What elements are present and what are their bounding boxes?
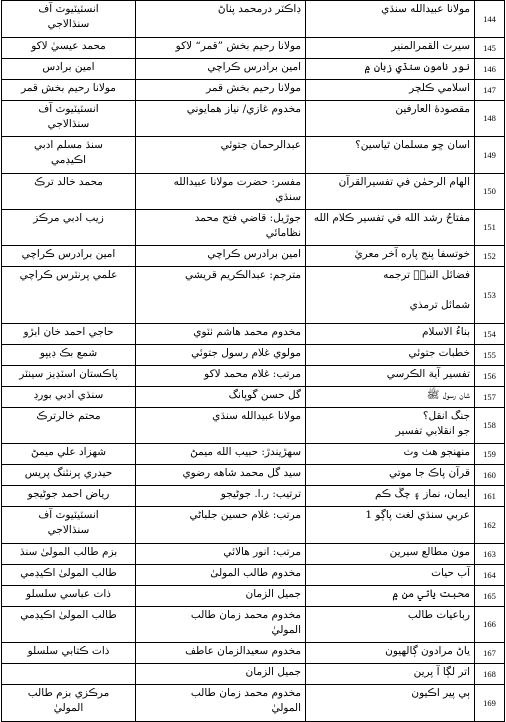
table-row	[2, 444, 505, 465]
publisher-cell: شمع بڪ ڊيپو	[2, 345, 136, 366]
table-row	[2, 408, 505, 444]
title-cell: اتر لڳا آ پرين	[306, 664, 475, 685]
entry-number-cell: 159	[475, 444, 505, 465]
table-row	[2, 565, 505, 586]
title-cell: محبت ياتي من ۾	[306, 586, 475, 607]
author-cell: مخدوم محمد زمان طالب الموليٰ	[136, 685, 306, 722]
publisher-cell: شهزاد علي ميمڻ	[2, 444, 136, 465]
entry-number-cell: 154	[475, 324, 505, 345]
author-cell: ڊاڪٽر درمحمد پٺاڻ	[136, 1, 306, 38]
publisher-cell: حيدري پرنٽنگ پريس	[2, 465, 136, 486]
publisher-cell: طالب المولیٰ اڪيڊمي	[2, 565, 136, 586]
title-cell: آب حيات	[306, 565, 475, 586]
entry-number-cell: 155	[475, 345, 505, 366]
title-cell: مولانا عبيدالله سنڌي	[306, 1, 475, 38]
table-row	[2, 38, 505, 59]
entry-number-cell: 166	[475, 607, 505, 643]
title-cell: الهام الرحمٰن في تفسيرالقرآن	[306, 174, 475, 210]
publisher-cell: انسٽيٽيوٽ آف سنڌالاجي	[2, 1, 136, 38]
bibliography-table	[1, 0, 505, 722]
title-cell: ٻي پير اڪيون	[306, 685, 475, 722]
publisher-cell: محمد عيسيٰ لاکو	[2, 38, 136, 59]
title-cell: مون مطالع سيرين	[306, 544, 475, 565]
publisher-cell: انسٽيٽيوٽ آف سنڌالاجي	[2, 101, 136, 137]
entry-number-cell: 161	[475, 486, 505, 507]
publisher-cell: علمي پرنٽرس ڪراچي	[2, 267, 136, 324]
table-row	[2, 607, 505, 643]
title-cell: تفسير آية الڪرسي	[306, 366, 475, 387]
entry-number-cell: 164	[475, 565, 505, 586]
table-row	[2, 366, 505, 387]
author-cell: امين برادرس ڪراچي	[136, 246, 306, 267]
title-cell: خوتسفا پنج پاره آخر معريٰ	[306, 246, 475, 267]
publisher-cell: امين برادس	[2, 59, 136, 80]
author-cell: مولانا عبيدالله سنڌي	[136, 408, 306, 444]
publisher-cell: سنڌ مسلم ادبي اڪيڊمي	[2, 137, 136, 174]
author-cell: مولانا رحيم بخش قمر	[136, 80, 306, 101]
title-cell: نور نامون سنڌي زبان ۾	[306, 59, 475, 80]
author-cell: مترجم: عبدالڪريم قريشي	[136, 267, 306, 324]
title-cell: رباعيات طالب	[306, 607, 475, 643]
table-row	[2, 685, 505, 722]
title-cell: قرآن پاڪ جا موتي	[306, 465, 475, 486]
author-cell: جميل الزمان	[136, 664, 306, 685]
author-cell: مولانا رحيم بخش ”قمر“ لاکو	[136, 38, 306, 59]
entry-number-cell: 145	[475, 38, 505, 59]
entry-number-cell: 165	[475, 586, 505, 607]
table-row	[2, 174, 505, 210]
table-row	[2, 643, 505, 664]
entry-number-cell: 150	[475, 174, 505, 210]
author-cell: سيد گل محمد شاهه رضوي	[136, 465, 306, 486]
table-body	[2, 1, 505, 722]
author-cell: جوڙيل: قاضي فتح محمد نظامائي	[136, 210, 306, 246]
author-cell: جميل الزمان	[136, 586, 306, 607]
table-row	[2, 465, 505, 486]
entry-number-cell: 168	[475, 664, 505, 685]
entry-number-cell: 157	[475, 387, 505, 408]
entry-number-cell: 144	[475, 1, 505, 38]
entry-number-cell: 153	[475, 267, 505, 324]
author-cell: سهڙيندڙ: حبيب الله ميمڻ	[136, 444, 306, 465]
publisher-cell: ذات ڪتابي سلسلو	[2, 643, 136, 664]
title-cell: سيرت القمرالمنير	[306, 38, 475, 59]
entry-number-cell: 148	[475, 101, 505, 137]
author-cell: گل حسن گوپانگ	[136, 387, 306, 408]
publisher-cell: مولانا رحيم بخش قمر	[2, 80, 136, 101]
author-cell: عبدالرحمان جتوئي	[136, 137, 306, 174]
publisher-cell: پاڪستان اسٽڊيز سينٽر	[2, 366, 136, 387]
author-cell: مرتب: انور هالائي	[136, 544, 306, 565]
author-cell: مخدوم محمد هاشم ٺٽوي	[136, 324, 306, 345]
publisher-cell: سنڌي ادبي بورڊ	[2, 387, 136, 408]
publisher-cell: انسٽيٽيوٽ آف سنڌالاجي	[2, 507, 136, 544]
title-cell: اسان ڇو مسلمان ٿياسين؟	[306, 137, 475, 174]
publisher-cell: رياض احمد جوڻيجو	[2, 486, 136, 507]
title-cell: ياڻ مرادون ڳالهيون	[306, 643, 475, 664]
entry-number-cell: 162	[475, 507, 505, 544]
author-cell: مرتب: غلام محمد لاکو	[136, 366, 306, 387]
publisher-cell: محتم خالرترڪ	[2, 408, 136, 444]
author-cell: مفسر: حضرت مولانا عبيدالله سنڌي	[136, 174, 306, 210]
author-cell: مخدوم طالب المولیٰ	[136, 565, 306, 586]
title-cell: شان رسول ﷺ	[306, 387, 475, 408]
title-cell: خطبات جتوئي	[306, 345, 475, 366]
title-cell: مفتاحُ رشد الله في تفسير ڪلام الله	[306, 210, 475, 246]
table-row	[2, 324, 505, 345]
table-row	[2, 137, 505, 174]
table-row	[2, 664, 505, 685]
author-cell: مرتب: غلام حسين جلباڻي	[136, 507, 306, 544]
entry-number-cell: 156	[475, 366, 505, 387]
table-row	[2, 387, 505, 408]
entry-number-cell: 149	[475, 137, 505, 174]
entry-number-cell: 152	[475, 246, 505, 267]
table-row	[2, 246, 505, 267]
entry-number-cell: 163	[475, 544, 505, 565]
title-cell: جنگ انقل؟ جو انقلابي تفسير	[306, 408, 475, 444]
title-cell: فضائل النبيؐ ترجمه شمائل ترمذي	[306, 267, 475, 324]
table-row	[2, 507, 505, 544]
entry-number-cell: 169	[475, 685, 505, 722]
publisher-cell: طالب المولیٰ اڪيڊمي	[2, 607, 136, 643]
entry-number-cell: 146	[475, 59, 505, 80]
title-cell: بناءُ الاسلام	[306, 324, 475, 345]
author-cell: مخدوم محمد زمان طالب الموليٰ	[136, 607, 306, 643]
table-row	[2, 544, 505, 565]
publisher-cell: محمد خالد ترڪ	[2, 174, 136, 210]
table-row	[2, 267, 505, 324]
author-cell: مخدوم سعيدالزمان عاطف	[136, 643, 306, 664]
title-cell: عربي سنڌي لغت پاڳو 1	[306, 507, 475, 544]
table-row	[2, 586, 505, 607]
publisher-cell: امين برادرس ڪراچي	[2, 246, 136, 267]
publisher-cell: زيب ادبي مرڪز	[2, 210, 136, 246]
title-cell: ايمان، نماز ۽ چڱ ڪم	[306, 486, 475, 507]
title-cell: مقصودهٔ العارفين	[306, 101, 475, 137]
table-row	[2, 101, 505, 137]
entry-number-cell: 158	[475, 408, 505, 444]
entry-number-cell: 151	[475, 210, 505, 246]
publisher-cell: بزم طالب المولیٰ سنڌ	[2, 544, 136, 565]
table-row	[2, 210, 505, 246]
author-cell: امين برادرس ڪراچي	[136, 59, 306, 80]
publisher-cell: مرڪزي بزم طالب الموليٰ	[2, 685, 136, 722]
table-row	[2, 486, 505, 507]
author-cell: ترتيب: ر.ا. جوڻيجو	[136, 486, 306, 507]
table-row	[2, 1, 505, 38]
publisher-cell	[2, 664, 136, 685]
author-cell: مخدوم غازي/ نياز همايوني	[136, 101, 306, 137]
entry-number-cell: 167	[475, 643, 505, 664]
publisher-cell: ذات عباسي سلسلو	[2, 586, 136, 607]
publisher-cell: حاجي احمد خان ابڙو	[2, 324, 136, 345]
table-row	[2, 59, 505, 80]
author-cell: مولوي غلام رسول جتوئي	[136, 345, 306, 366]
title-cell: اسلامي ڪلچر	[306, 80, 475, 101]
table-row	[2, 345, 505, 366]
entry-number-cell: 147	[475, 80, 505, 101]
entry-number-cell: 160	[475, 465, 505, 486]
table-row	[2, 80, 505, 101]
title-cell: منهنجو هٺ وٺ	[306, 444, 475, 465]
